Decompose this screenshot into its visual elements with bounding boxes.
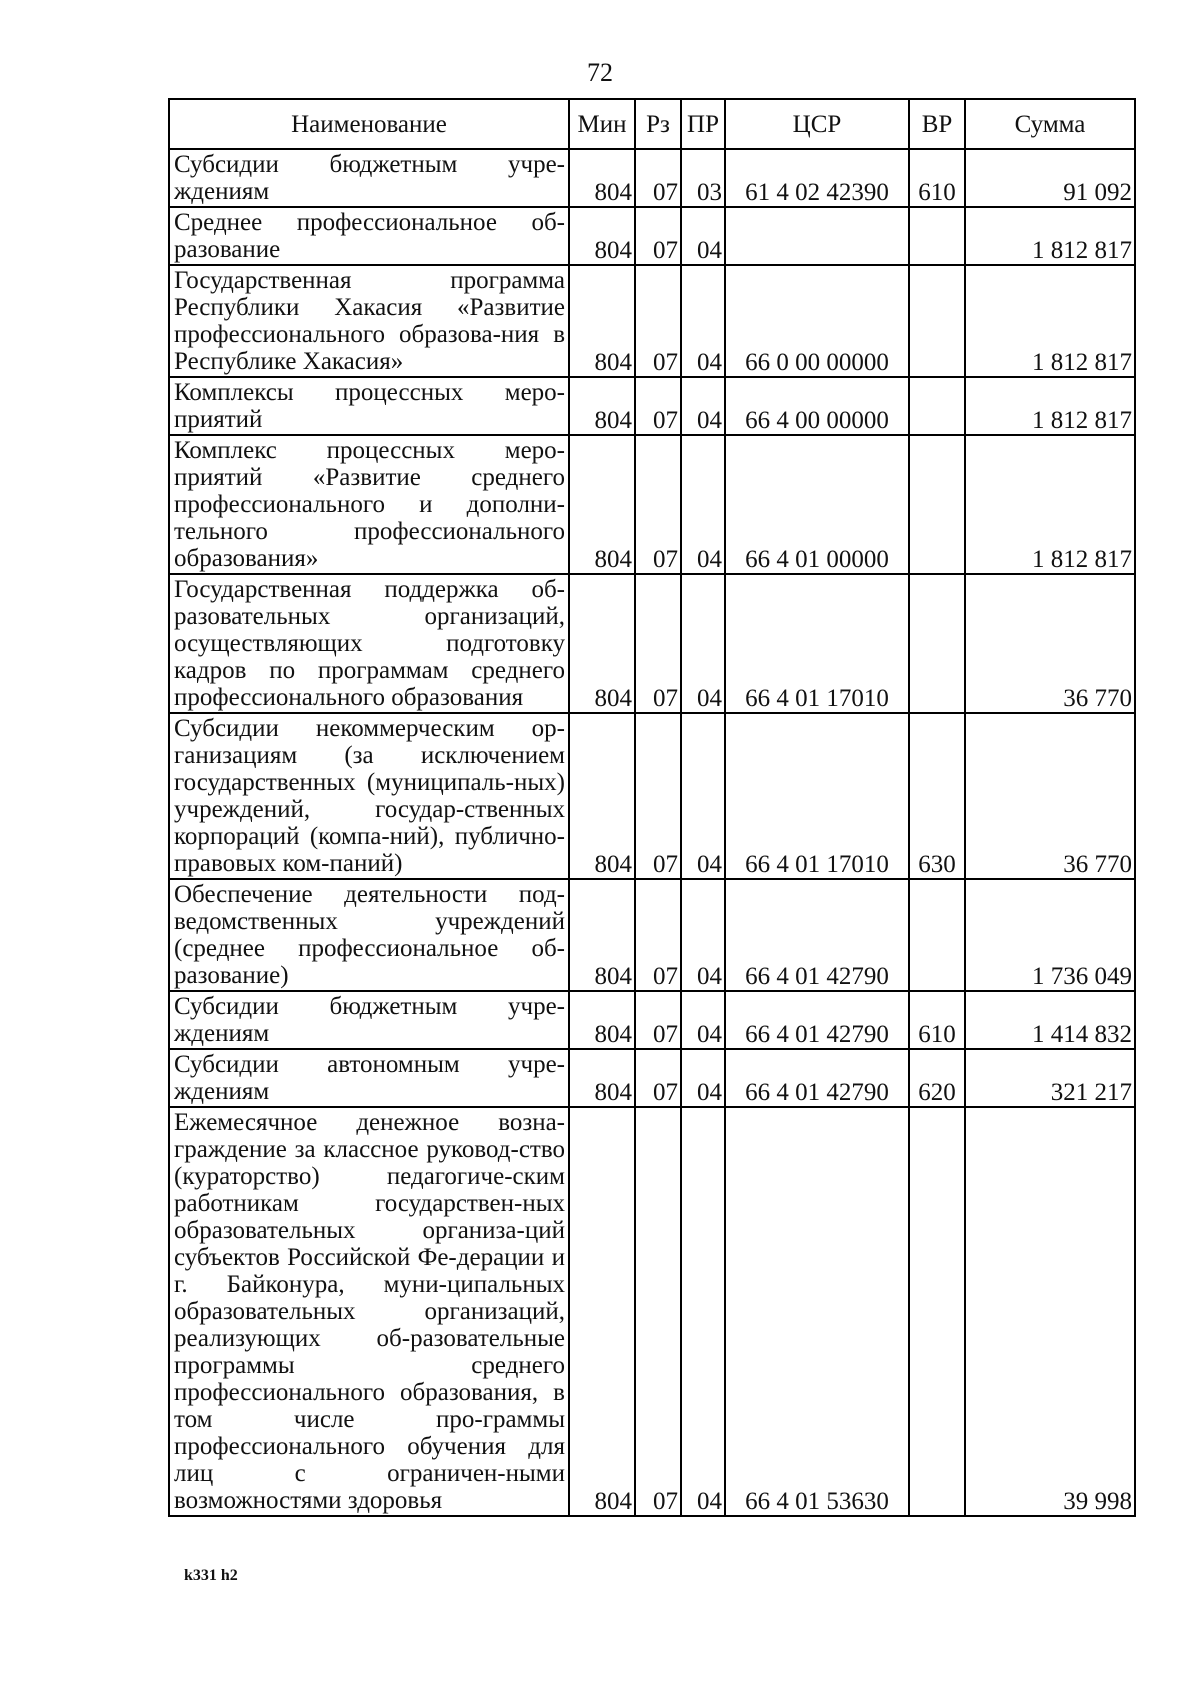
cell-vr: 630 xyxy=(909,713,965,879)
cell-rz: 07 xyxy=(635,1107,681,1516)
header-sum: Сумма xyxy=(965,99,1135,149)
cell-vr: 610 xyxy=(909,149,965,207)
header-row xyxy=(169,99,1135,149)
cell-name: Государственная поддержка об-разовательных организаций, осуществляющих подготовку кадров по программам среднего профессионального образования xyxy=(169,574,569,713)
cell-pr: 04 xyxy=(681,991,725,1049)
cell-vr: 620 xyxy=(909,1049,965,1107)
header-name: Наименование xyxy=(169,99,569,149)
cell-csr: 66 4 01 53630 xyxy=(725,1107,909,1516)
cell-rz: 07 xyxy=(635,265,681,377)
cell-csr: 66 4 01 42790 xyxy=(725,991,909,1049)
page-number: 72 xyxy=(587,58,613,87)
cell-rz: 07 xyxy=(635,377,681,435)
cell-min: 804 xyxy=(569,1049,635,1107)
cell-csr: 61 4 02 42390 xyxy=(725,149,909,207)
cell-csr: 66 4 01 17010 xyxy=(725,713,909,879)
cell-min: 804 xyxy=(569,879,635,991)
cell-rz: 07 xyxy=(635,1049,681,1107)
cell-vr xyxy=(909,207,965,265)
header-min: Мин xyxy=(569,99,635,149)
cell-name: Ежемесячное денежное возна-граждение за классное руковод-ство (кураторство) педагогиче-ским работникам государствен-ных образовательных организа-ций субъектов Российской Фе-дерации и г. Байконура, муни-ципальных образовательных организаций, реализующих об-разовательные программы среднего профессионального образования, в том числе про-граммы профессионального обучения для лиц с ограничен-ными возможностями здоровья xyxy=(169,1107,569,1516)
table-row xyxy=(169,149,1135,207)
table-row xyxy=(169,265,1135,377)
cell-pr: 04 xyxy=(681,377,725,435)
cell-rz: 07 xyxy=(635,713,681,879)
cell-name: Среднее профессиональное об-разование xyxy=(169,207,569,265)
cell-vr xyxy=(909,435,965,574)
cell-name: Субсидии некоммерческим ор-ганизациям (за исключением государственных (муниципаль-ных) учреждений, государ-ственных корпораций (компа-ний), публично-правовых ком-паний) xyxy=(169,713,569,879)
cell-name: Субсидии бюджетным учре-ждениям xyxy=(169,149,569,207)
table-row xyxy=(169,713,1135,879)
cell-name: Государственная программа Республики Хакасия «Развитие профессионального образова-ния в Республике Хакасия» xyxy=(169,265,569,377)
header-pr: ПР xyxy=(681,99,725,149)
cell-sum: 39 998 xyxy=(965,1107,1135,1516)
cell-rz: 07 xyxy=(635,574,681,713)
cell-pr: 04 xyxy=(681,265,725,377)
header-rz: Рз xyxy=(635,99,681,149)
cell-rz: 07 xyxy=(635,991,681,1049)
cell-rz: 07 xyxy=(635,207,681,265)
cell-csr: 66 4 00 00000 xyxy=(725,377,909,435)
cell-rz: 07 xyxy=(635,149,681,207)
cell-min: 804 xyxy=(569,207,635,265)
table-row xyxy=(169,1049,1135,1107)
cell-min: 804 xyxy=(569,149,635,207)
cell-pr: 04 xyxy=(681,435,725,574)
cell-name: Субсидии бюджетным учре-ждениям xyxy=(169,991,569,1049)
cell-sum: 1 736 049 xyxy=(965,879,1135,991)
cell-sum: 321 217 xyxy=(965,1049,1135,1107)
cell-vr: 610 xyxy=(909,991,965,1049)
cell-rz: 07 xyxy=(635,435,681,574)
cell-csr: 66 4 01 42790 xyxy=(725,879,909,991)
cell-pr: 04 xyxy=(681,713,725,879)
table-row xyxy=(169,879,1135,991)
cell-pr: 04 xyxy=(681,1049,725,1107)
header-vr: ВР xyxy=(909,99,965,149)
table-row xyxy=(169,207,1135,265)
cell-pr: 03 xyxy=(681,149,725,207)
cell-pr: 04 xyxy=(681,574,725,713)
cell-name: Комплекс процессных меро-приятий «Развитие среднего профессионального и дополни-тельного профессионального образования» xyxy=(169,435,569,574)
cell-csr: 66 4 01 42790 xyxy=(725,1049,909,1107)
cell-vr xyxy=(909,265,965,377)
cell-name: Субсидии автономным учре-ждениям xyxy=(169,1049,569,1107)
table-row xyxy=(169,574,1135,713)
cell-min: 804 xyxy=(569,265,635,377)
table-row xyxy=(169,435,1135,574)
cell-sum: 36 770 xyxy=(965,574,1135,713)
cell-min: 804 xyxy=(569,713,635,879)
cell-rz: 07 xyxy=(635,879,681,991)
cell-vr xyxy=(909,377,965,435)
cell-pr: 04 xyxy=(681,879,725,991)
table-row xyxy=(169,1107,1135,1516)
cell-name: Комплексы процессных меро-приятий xyxy=(169,377,569,435)
table-row xyxy=(169,377,1135,435)
cell-csr: 66 0 00 00000 xyxy=(725,265,909,377)
cell-sum: 91 092 xyxy=(965,149,1135,207)
footer-code: k331 h2 xyxy=(184,1567,238,1584)
cell-min: 804 xyxy=(569,574,635,713)
cell-vr xyxy=(909,879,965,991)
cell-sum: 1 812 817 xyxy=(965,435,1135,574)
cell-csr: 66 4 01 17010 xyxy=(725,574,909,713)
cell-min: 804 xyxy=(569,377,635,435)
budget-table xyxy=(168,98,1136,1517)
cell-sum: 36 770 xyxy=(965,713,1135,879)
cell-csr xyxy=(725,207,909,265)
cell-vr xyxy=(909,574,965,713)
cell-min: 804 xyxy=(569,1107,635,1516)
cell-min: 804 xyxy=(569,435,635,574)
cell-sum: 1 812 817 xyxy=(965,265,1135,377)
cell-sum: 1 414 832 xyxy=(965,991,1135,1049)
cell-pr: 04 xyxy=(681,1107,725,1516)
cell-name: Обеспечение деятельности под-ведомственных учреждений (среднее профессиональное об-разование) xyxy=(169,879,569,991)
cell-vr xyxy=(909,1107,965,1516)
table-row xyxy=(169,991,1135,1049)
header-csr: ЦСР xyxy=(725,99,909,149)
cell-pr: 04 xyxy=(681,207,725,265)
cell-csr: 66 4 01 00000 xyxy=(725,435,909,574)
cell-min: 804 xyxy=(569,991,635,1049)
cell-sum: 1 812 817 xyxy=(965,377,1135,435)
cell-sum: 1 812 817 xyxy=(965,207,1135,265)
